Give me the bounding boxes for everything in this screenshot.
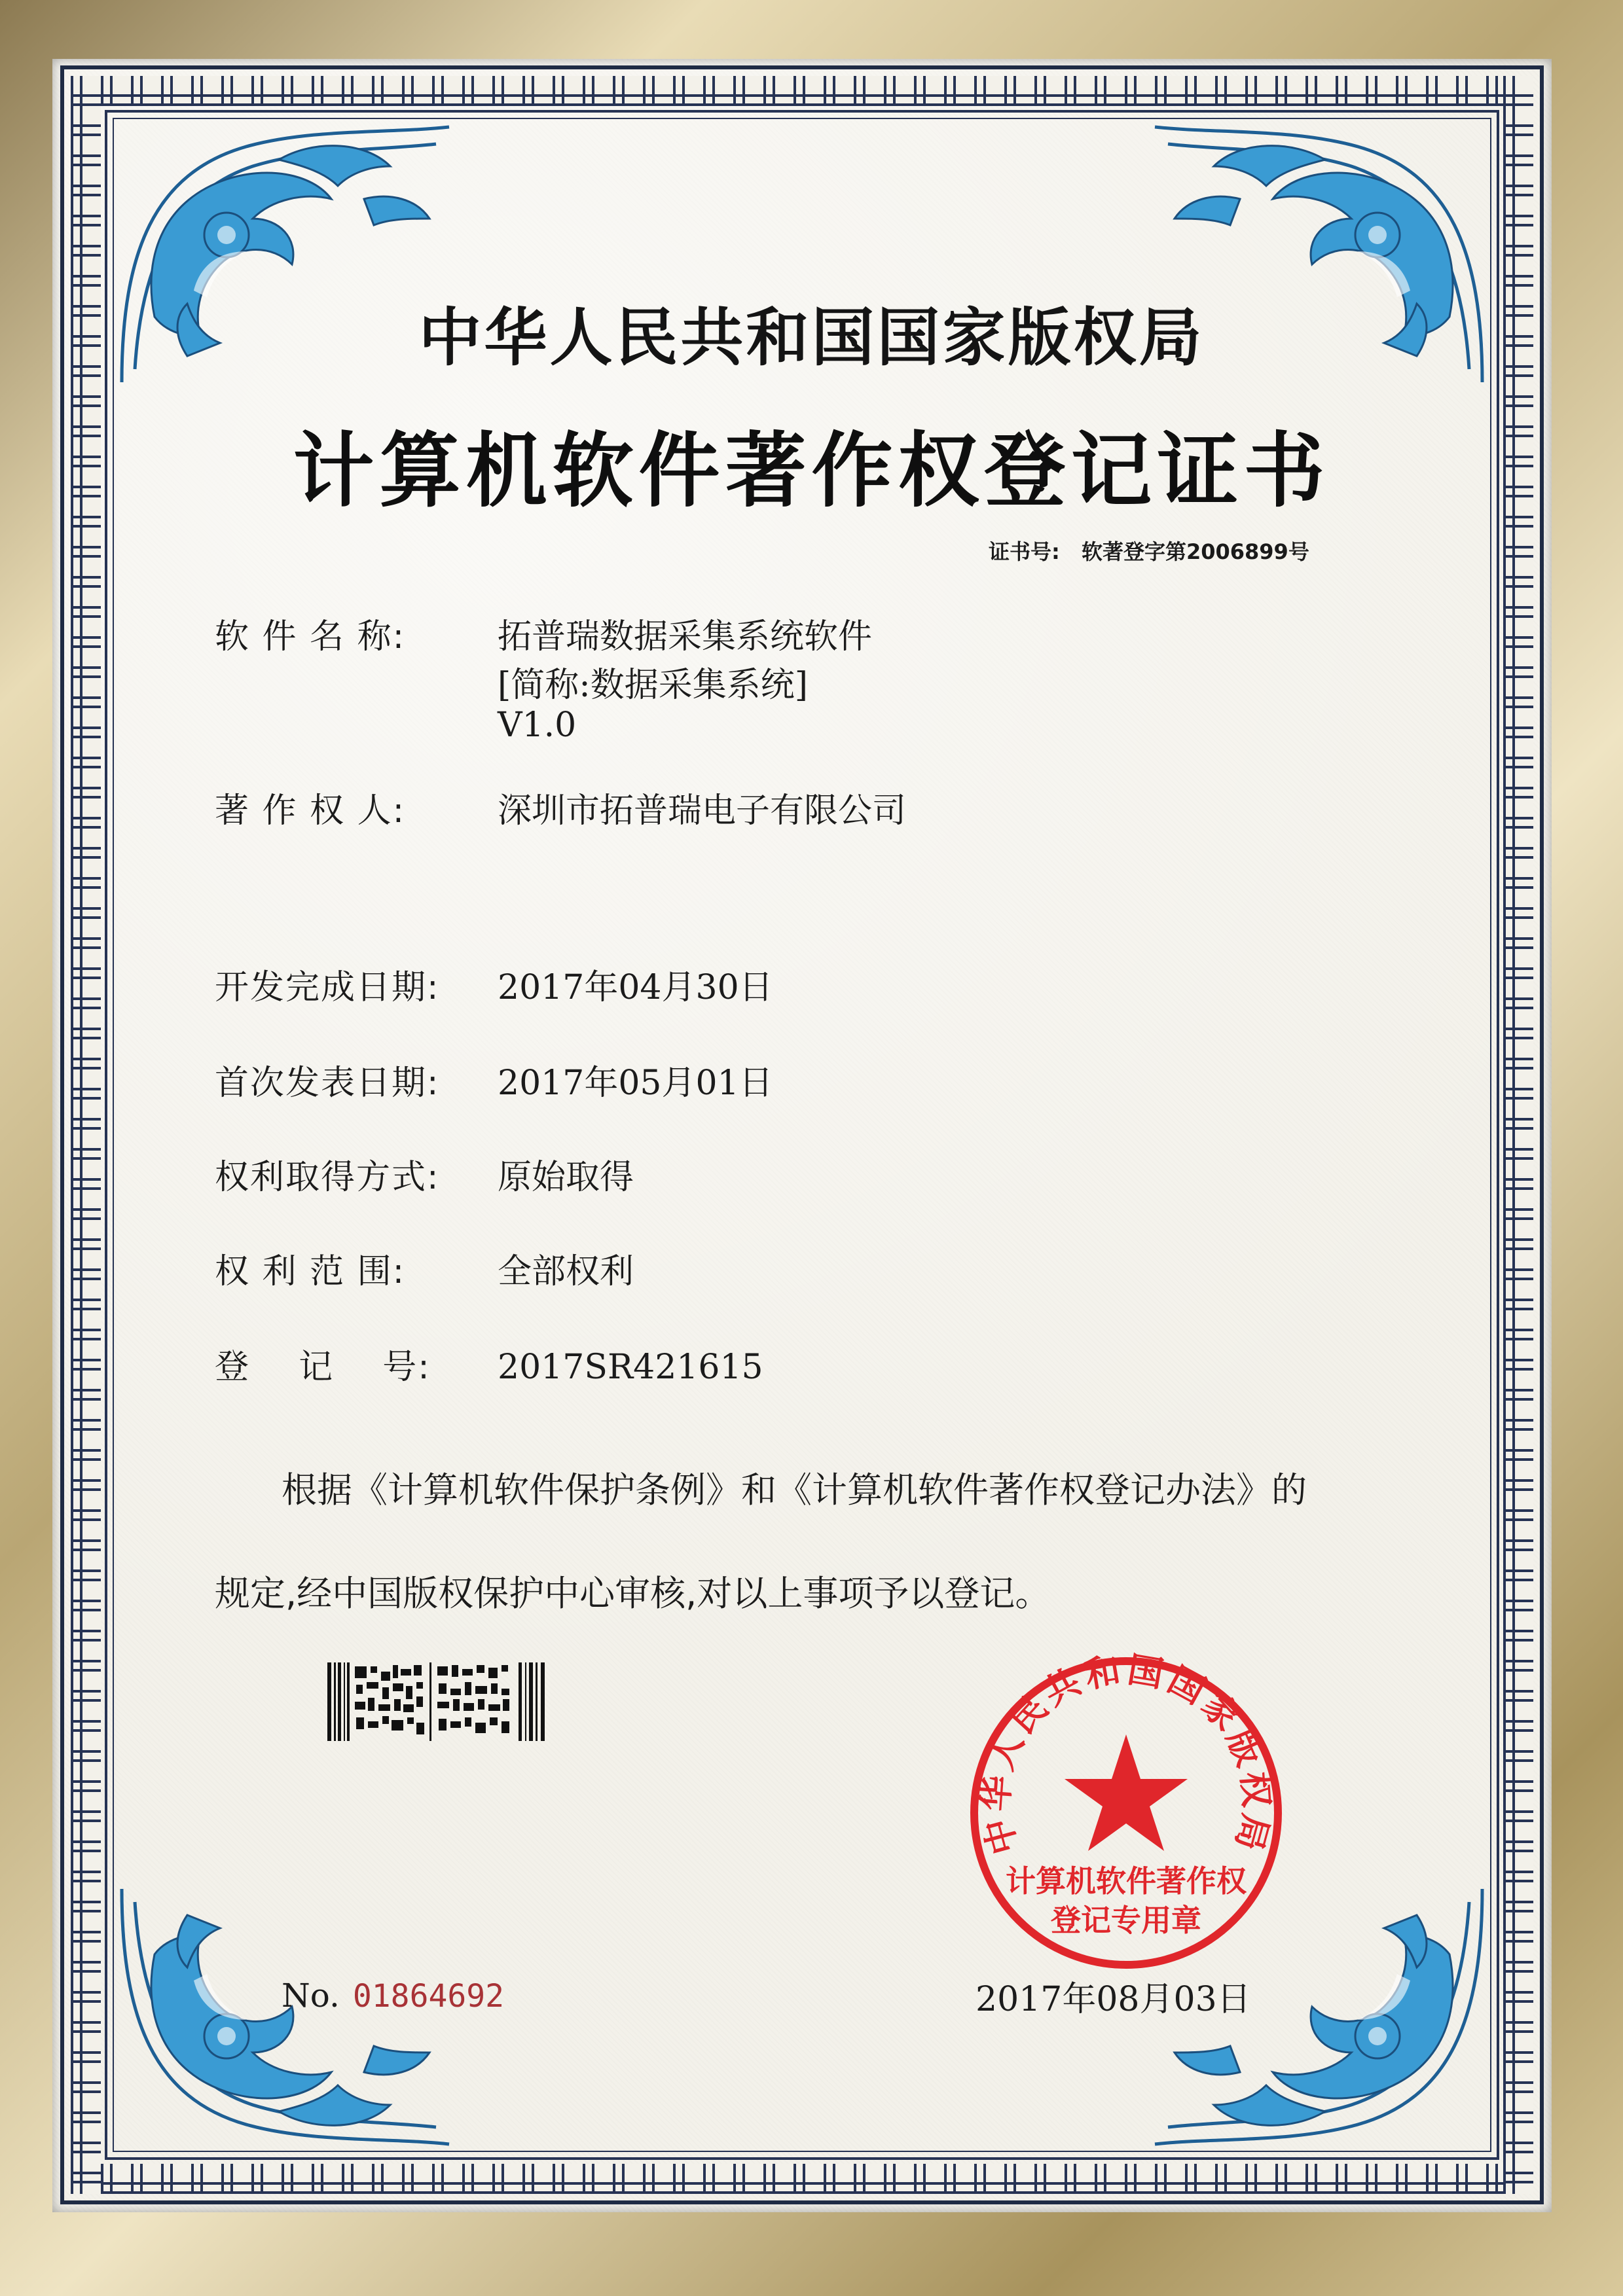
field-label: 著 作 权 人: — [215, 791, 406, 831]
seal-inner-line-1: 计算机软件著作权 — [1006, 1863, 1247, 1899]
field-label: 权利取得方式: — [215, 1158, 440, 1197]
field-acquisition-method — [215, 1149, 634, 1198]
field-label: 软 件 名 称: — [215, 617, 406, 656]
qr-barcode-icon — [327, 1662, 549, 1741]
issue-date: 2017年08月03日 — [976, 1980, 1251, 2019]
field-label: 登 记 号: — [215, 1348, 431, 1387]
field-value: 2017年05月01日 — [498, 1064, 773, 1103]
agency-title: 中华人民共和国国家版权局 — [418, 301, 1205, 374]
certificate-title: 计算机软件著作权登记证书 — [293, 423, 1330, 518]
field-registration-number — [215, 1339, 763, 1388]
greek-key-border-top — [71, 76, 1533, 106]
field-label: 开发完成日期: — [215, 968, 440, 1007]
official-seal-icon — [956, 1643, 1296, 1983]
field-value: 拓普瑞数据采集系统软件 — [498, 617, 873, 656]
serial-value: 01864692 — [352, 1978, 505, 2015]
seal-ring-text: 中华人民共和国国家版权局 — [974, 1649, 1278, 1859]
field-software-name — [215, 609, 872, 658]
field-copyright-owner — [215, 783, 906, 832]
statement-line-1: 根据《计算机软件保护条例》和《计算机软件著作权登记办法》的 — [282, 1469, 1307, 1511]
field-value: 全部权利 — [498, 1252, 634, 1291]
certificate-number-label: 证书号: — [989, 539, 1060, 564]
field-label: 权 利 范 围: — [215, 1252, 406, 1291]
field-first-publication-date — [215, 1055, 773, 1104]
greek-key-border-bottom — [71, 2164, 1533, 2194]
certificate-number — [989, 535, 1309, 565]
field-value: 2017年04月30日 — [498, 968, 773, 1007]
field-rights-scope — [215, 1244, 634, 1293]
statement-line-2: 规定,经中国版权保护中心审核,对以上事项予以登记。 — [215, 1573, 1051, 1614]
field-value: 2017SR421615 — [498, 1348, 763, 1387]
greek-key-border-right — [1503, 76, 1533, 2194]
software-short-name: [简称:数据采集系统] — [498, 666, 809, 705]
field-value: 深圳市拓普瑞电子有限公司 — [498, 791, 907, 831]
seal-inner-line-2: 登记专用章 — [1051, 1903, 1201, 1938]
field-completion-date — [215, 960, 773, 1009]
greek-key-border-left — [71, 76, 101, 2194]
serial-prefix: No. — [282, 1977, 340, 2015]
software-version: V1.0 — [498, 706, 577, 745]
field-label: 首次发表日期: — [215, 1064, 440, 1103]
certificate-number-value: 软著登字第2006899号 — [1081, 539, 1309, 564]
field-value: 原始取得 — [498, 1158, 634, 1197]
serial-number — [282, 1977, 504, 2015]
